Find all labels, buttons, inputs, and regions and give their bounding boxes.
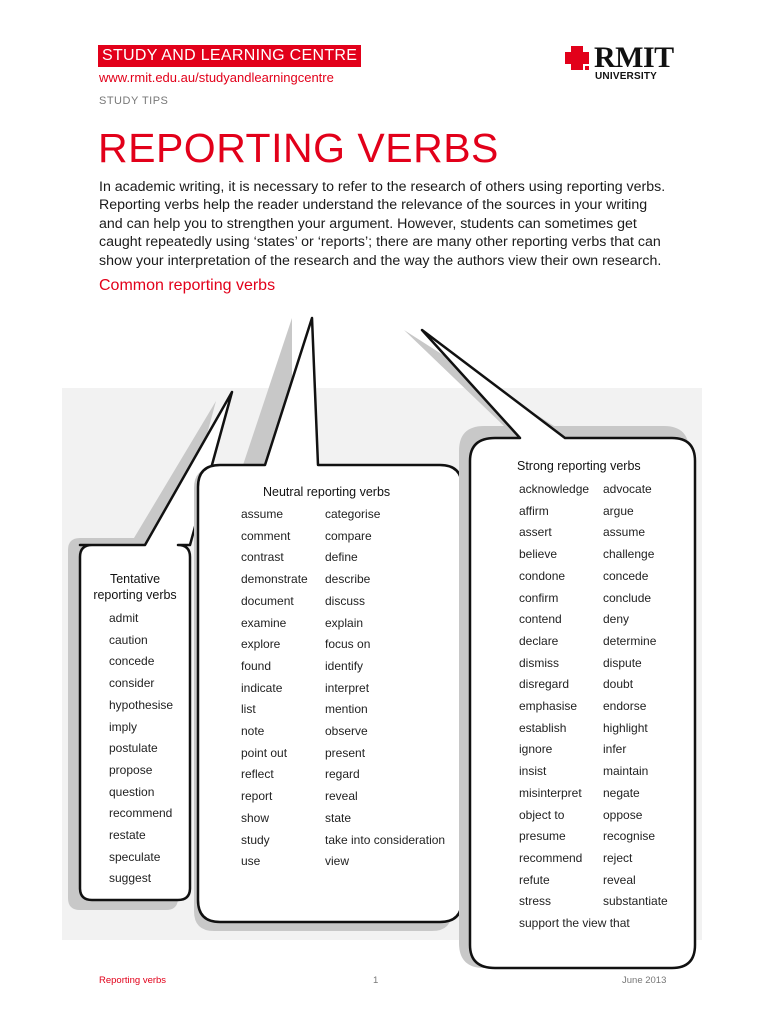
study-tips-label: STUDY TIPS bbox=[99, 95, 169, 107]
study-learning-centre-banner: STUDY AND LEARNING CENTRE bbox=[98, 45, 361, 67]
strong-verb: acknowledge bbox=[519, 482, 590, 496]
tentative-heading-line1: Tentative bbox=[109, 572, 161, 586]
strong-verb: recognise bbox=[603, 829, 656, 844]
strong-verb: dismiss bbox=[519, 655, 560, 670]
neutral-verb: report bbox=[241, 789, 273, 804]
strong-verb: challenge bbox=[603, 547, 655, 562]
strong-verb: deny bbox=[603, 612, 630, 627]
tentative-verb: consider bbox=[109, 676, 155, 691]
neutral-verb: indicate bbox=[241, 680, 283, 695]
strong-verb: contend bbox=[519, 612, 562, 627]
neutral-verb: describe bbox=[325, 572, 371, 587]
neutral-verb: view bbox=[325, 854, 350, 869]
neutral-verb: show bbox=[241, 810, 270, 825]
neutral-verb: reflect bbox=[241, 767, 274, 782]
logo-subtitle: UNIVERSITY bbox=[595, 71, 658, 82]
strong-verb: assert bbox=[519, 525, 552, 540]
strong-verb: recommend bbox=[519, 850, 583, 865]
tentative-verb: propose bbox=[109, 762, 153, 777]
neutral-verb: identify bbox=[325, 658, 364, 673]
strong-verb: oppose bbox=[603, 807, 643, 822]
neutral-verb: interpret bbox=[325, 680, 370, 695]
neutral-verb: define bbox=[325, 550, 358, 565]
neutral-verb: focus on bbox=[325, 637, 371, 652]
strong-verb: infer bbox=[603, 742, 627, 757]
neutral-verb: categorise bbox=[325, 507, 381, 521]
strong-verb: reject bbox=[603, 850, 633, 865]
tentative-verb: imply bbox=[109, 719, 138, 734]
neutral-verb: point out bbox=[241, 745, 288, 760]
neutral-verb: observe bbox=[325, 724, 368, 738]
strong-verb: endorse bbox=[603, 699, 647, 713]
neutral-verb: list bbox=[241, 702, 256, 717]
tentative-verb: suggest bbox=[109, 871, 152, 886]
strong-verb: presume bbox=[519, 829, 566, 844]
neutral-heading: Neutral reporting verbs bbox=[263, 485, 391, 499]
neutral-verb: take into consideration bbox=[325, 832, 446, 847]
neutral-verb: assume bbox=[241, 507, 284, 521]
strong-verb: doubt bbox=[603, 677, 634, 692]
neutral-verb: contrast bbox=[241, 550, 284, 565]
strong-verb: refute bbox=[519, 872, 550, 887]
footer-date: June 2013 bbox=[622, 975, 667, 986]
strong-verb: argue bbox=[603, 503, 634, 518]
centre-url-link[interactable]: www.rmit.edu.au/studyandlearningcentre bbox=[99, 70, 334, 85]
strong-verb: insist bbox=[519, 764, 547, 779]
strong-verb: affirm bbox=[519, 503, 549, 518]
strong-verb: advocate bbox=[603, 482, 652, 496]
strong-verb: confirm bbox=[519, 590, 559, 605]
neutral-verb: study bbox=[241, 832, 270, 847]
neutral-verb: comment bbox=[241, 528, 291, 543]
strong-verb: misinterpret bbox=[519, 785, 582, 800]
strong-verb: dispute bbox=[603, 655, 642, 670]
section-heading: Common reporting verbs bbox=[99, 277, 276, 294]
strong-verb: ignore bbox=[519, 742, 553, 757]
logo-name: RMIT bbox=[594, 41, 674, 74]
neutral-verb: explore bbox=[241, 637, 281, 652]
tentative-verb: concede bbox=[109, 654, 155, 669]
strong-verb: declare bbox=[519, 633, 559, 648]
strong-verb: highlight bbox=[603, 720, 648, 735]
strong-verb: believe bbox=[519, 547, 558, 562]
tentative-verb: admit bbox=[109, 611, 139, 625]
tentative-verb: recommend bbox=[109, 806, 173, 821]
neutral-verb: regard bbox=[325, 767, 360, 782]
tentative-verb: restate bbox=[109, 828, 146, 842]
neutral-verb: state bbox=[325, 810, 352, 825]
tentative-verb: caution bbox=[109, 632, 148, 647]
footer-page-number: 1 bbox=[373, 975, 379, 986]
neutral-verb: explain bbox=[325, 615, 364, 630]
neutral-verb: discuss bbox=[325, 593, 366, 608]
strong-verb: disregard bbox=[519, 677, 570, 692]
neutral-verb: compare bbox=[325, 528, 372, 543]
neutral-verb: present bbox=[325, 745, 366, 760]
strong-verb: condone bbox=[519, 568, 566, 583]
tentative-verb: speculate bbox=[109, 849, 161, 864]
strong-verb: maintain bbox=[603, 764, 649, 779]
neutral-verb: examine bbox=[241, 615, 287, 630]
neutral-verb: reveal bbox=[325, 789, 358, 804]
strong-verb: stress bbox=[519, 894, 552, 909]
strong-verb: object to bbox=[519, 807, 565, 822]
tentative-verb: question bbox=[109, 784, 155, 799]
neutral-verb: found bbox=[241, 658, 272, 673]
strong-verb: conclude bbox=[603, 590, 652, 605]
neutral-verb: mention bbox=[325, 702, 368, 717]
neutral-verb: demonstrate bbox=[241, 572, 308, 587]
strong-verb: establish bbox=[519, 720, 567, 735]
tentative-verb: postulate bbox=[109, 741, 158, 756]
strong-verb: reveal bbox=[603, 872, 636, 887]
neutral-verb: note bbox=[241, 724, 265, 738]
page-title: REPORTING VERBS bbox=[98, 125, 499, 171]
intro-paragraph: In academic writing, it is necessary to refer to the research of others using reporting verbs. Reporting verbs help the reader understand the relevance of the sources in your writing and can help you to strengthen your argument. However, students can sometimes get caught repeatedly using ‘states’ or ‘reports’; there are many other reporting verbs that can show your interpretation of the research and the way the authors view their own research. bbox=[99, 179, 666, 269]
tentative-verb: hypothesise bbox=[109, 697, 174, 712]
strong-verb: negate bbox=[603, 785, 640, 800]
strong-verb: determine bbox=[603, 633, 657, 648]
tentative-heading-line2: reporting verbs bbox=[93, 588, 177, 602]
strong-verb: support the view that bbox=[519, 916, 630, 930]
strong-verb: substantiate bbox=[603, 894, 668, 909]
strong-heading: Strong reporting verbs bbox=[517, 459, 641, 473]
footer-title: Reporting verbs bbox=[99, 975, 167, 986]
strong-verb: emphasise bbox=[519, 699, 578, 713]
strong-verb: assume bbox=[603, 525, 646, 540]
neutral-verb: document bbox=[241, 593, 294, 608]
neutral-verb: use bbox=[241, 854, 261, 869]
strong-verb: concede bbox=[603, 568, 649, 583]
